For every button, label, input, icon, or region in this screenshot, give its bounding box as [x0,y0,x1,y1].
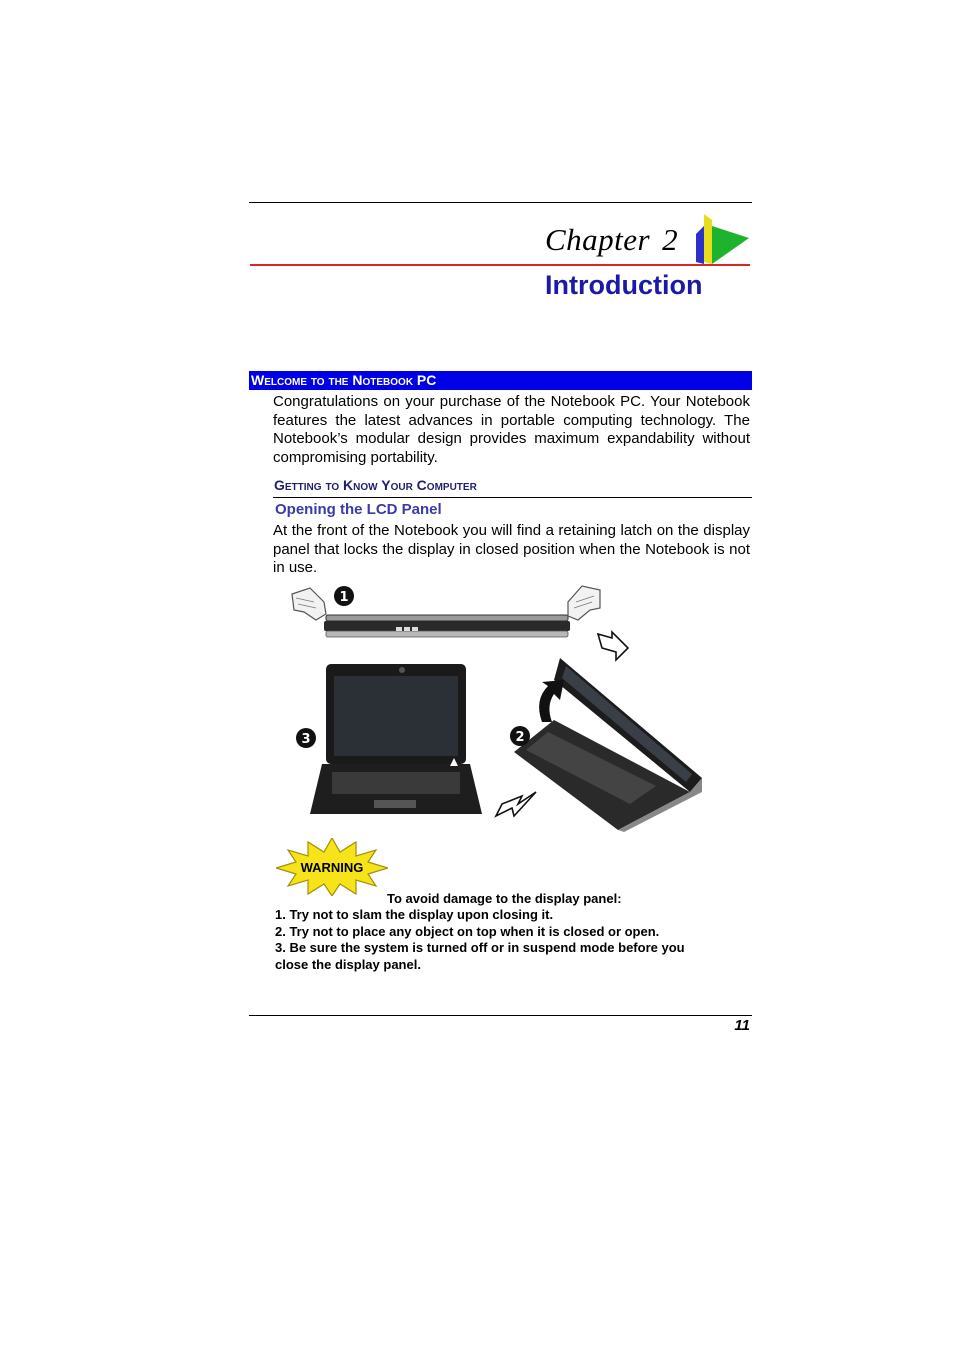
subsection-heading: Getting to Know Your Computer [274,477,477,493]
warning-item-3: 3. Be sure the system is turned off or in suspend mode before you [275,940,685,955]
lcd-opening-illustration [286,582,716,832]
push-arrow-icon [598,632,628,660]
chapter-number: 2 [662,222,679,257]
chapter-heading [545,222,678,258]
warning-badge-label: WARNING [300,860,364,875]
svg-text:1: 1 [339,590,349,605]
section-heading-bar: Welcome to the Notebook PC [249,371,752,390]
subsection-rule [273,497,752,498]
open-notebook-front-image [310,664,482,814]
right-hand-icon [568,586,600,620]
chapter-label: Chapter [545,222,651,257]
svg-text:3: 3 [301,732,311,747]
lcd-heading: Opening the LCD Panel [275,501,442,518]
warning-lead: To avoid damage to the display panel: [387,891,622,906]
page-number: 11 [734,1017,750,1034]
svg-text:2: 2 [515,730,525,745]
lcd-paragraph: At the front of the Notebook you will find a retaining latch on the display panel that locks the display in closed position when the Notebook is not in use. [273,522,750,577]
warning-badge-icon [276,838,388,896]
lift-arrow-icon [539,680,564,722]
left-hand-icon [292,588,326,620]
open-notebook-angled-image [514,658,702,832]
header-rule [249,202,752,203]
warning-item-2: 2. Try not to place any object on top when it is closed or open. [275,924,660,939]
chapter-red-rule [250,264,750,266]
intro-paragraph: Congratulations on your purchase of the Notebook PC. Your Notebook features the latest advances in portable computing technology. The Notebook’s modular design provides maximum expandability without compromising portability. [273,393,750,466]
warning-item-3-cont: close the display panel. [275,957,421,972]
warning-item-1: 1. Try not to slam the display upon closing it. [275,907,554,922]
chapter-logo-icon [694,212,750,264]
footer-rule [249,1015,752,1016]
closed-notebook-image [324,615,570,637]
page-title: Introduction [545,270,703,300]
slide-arrow-icon [496,792,536,816]
